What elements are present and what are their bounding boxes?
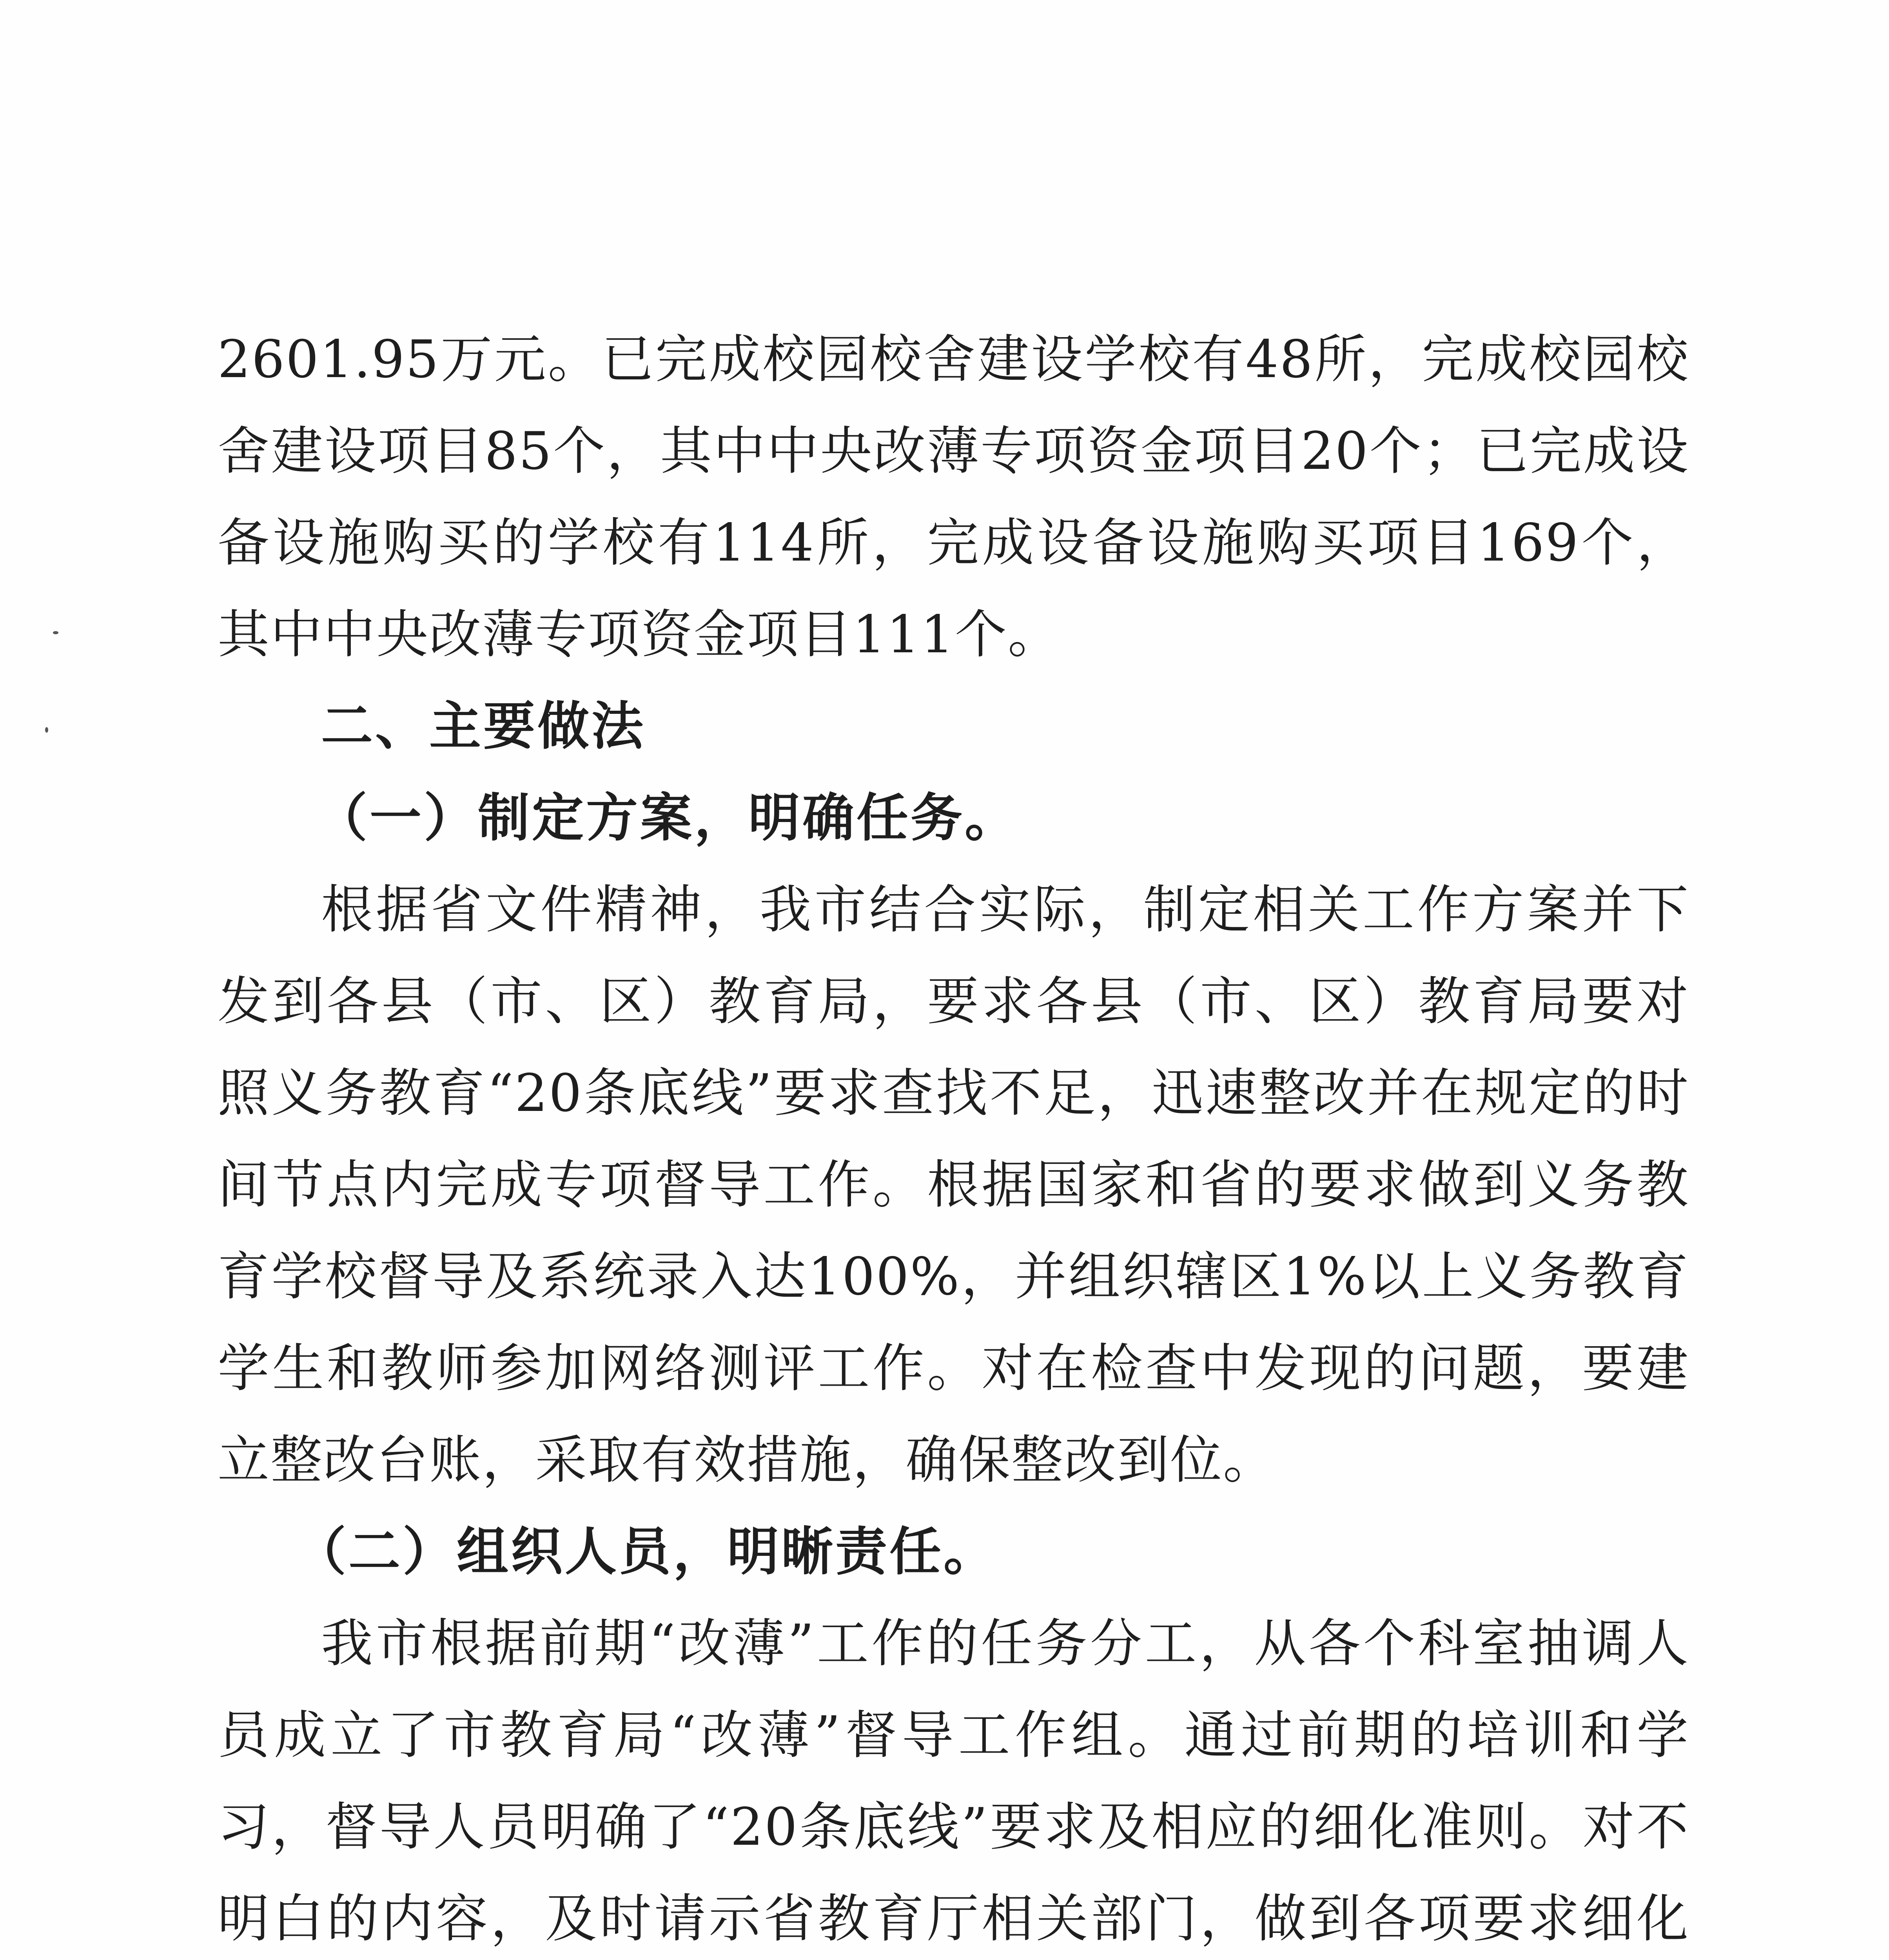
scan-speck <box>45 727 48 733</box>
paragraph-funding-summary: 2601.95万元。已完成校园校舍建设学校有48所，完成校园校舍建设项目85个，其中中央改薄专项资金项目20个；已完成设备设施购买的学校有114所，完成设备设施购买项目169个，其中中央改薄专项资金项目111个。 <box>218 329 1689 665</box>
paragraph-plan: 根据省文件精神，我市结合实际，制定相关工作方案并下发到各县（市、区）教育局，要求各县（市、区）教育局要对照义务教育“20条底线”要求查找不足，迅速整改并在规定的时间节点内完成专项督导工作。根据国家和省的要求做到义务教育学校督导及系统录入达100%，并组织辖区1%以上义务教育学生和教师参加网络测评工作。对在检查中发现的问题，要建立整改台账，采取有效措施，确保整改到位。 <box>218 880 1689 1490</box>
document-body <box>218 314 1689 1960</box>
section-heading-main-practices: 二、主要做法 <box>321 696 646 757</box>
paragraph-personnel: 我市根据前期“改薄”工作的任务分工，从各个科室抽调人员成立了市教育局“改薄”督导工作组。通过前期的培训和学习，督导人员明确了“20条底线”要求及相应的细化准则。对不明白的内容，及时请示省教育厅相关部门，做到各项要求细化 <box>218 1613 1689 1949</box>
subsection-heading-plan: （一）制定方案，明确任务。 <box>316 788 1019 848</box>
scan-speck <box>53 631 58 634</box>
subsection-heading-personnel: （二）组织人员，明晰责任。 <box>294 1522 998 1582</box>
